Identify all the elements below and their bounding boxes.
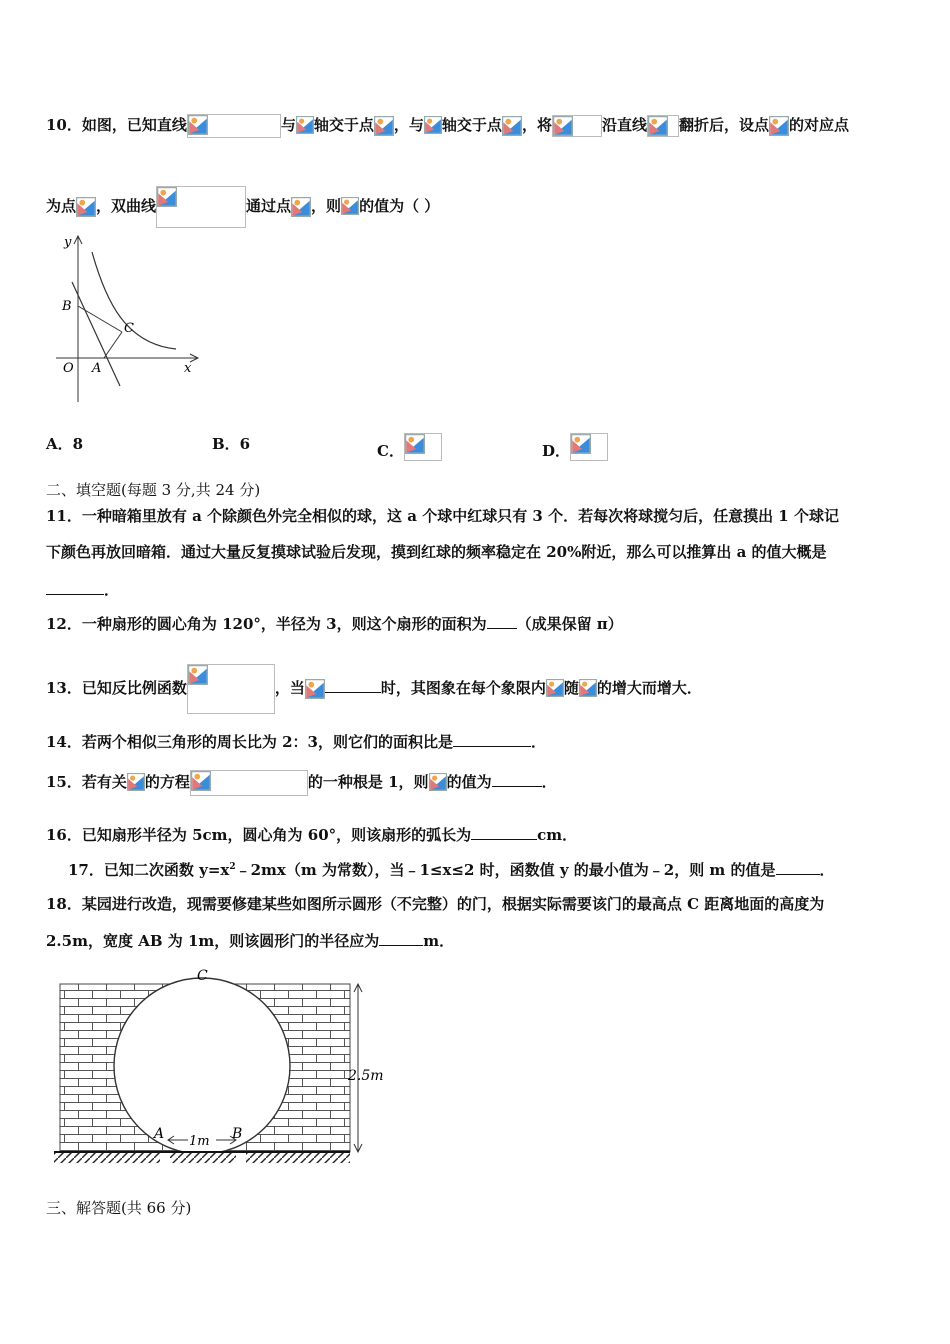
question-11-line-2: 下颜色再放回暗箱．通过大量反复摸球试验后发现，摸到红球的频率稳定在 20%附近，那么可以推算出 a 的值大概是 bbox=[46, 543, 827, 561]
question-16: 16．已知扇形半径为 5cm，圆心角为 60°，则该扇形的弧长为 cm． bbox=[46, 826, 578, 844]
answer-blank[interactable] bbox=[46, 580, 104, 595]
formula-image-icon bbox=[76, 197, 96, 217]
option-d: D． bbox=[542, 433, 608, 461]
question-11-line-1: 11．一种暗箱里放有 a 个除颜色外完全相似的球，这 a 个球中红球只有 3 个．若每次将球搅匀后，任意摸出 1 个球记 bbox=[46, 507, 839, 525]
option-a: A．8 bbox=[46, 435, 84, 453]
answer-blank[interactable] bbox=[471, 825, 537, 840]
point-label-b: B bbox=[232, 1126, 243, 1142]
formula-image-icon bbox=[502, 116, 522, 136]
width-label: 1m bbox=[189, 1134, 210, 1149]
formula-image-icon bbox=[127, 773, 145, 793]
axis-label-x: x bbox=[184, 361, 192, 376]
option-c: C． bbox=[377, 433, 442, 461]
formula-image-icon bbox=[570, 433, 608, 461]
formula-image-icon bbox=[374, 116, 394, 136]
question-10-line-2: 为点 ，双曲线 通过点 ，则 的值为（ ） bbox=[46, 186, 439, 228]
height-label: 2.5m bbox=[348, 1068, 384, 1084]
section-3-heading: 三、解答题(共 66 分) bbox=[46, 1199, 192, 1217]
formula-image-icon bbox=[187, 114, 281, 138]
formula-image-icon bbox=[546, 679, 564, 699]
question-18-line-2: 2.5m，宽度 AB 为 1m，则该圆形门的半径应为 m． bbox=[46, 932, 455, 950]
formula-image-icon bbox=[769, 116, 789, 136]
answer-blank[interactable] bbox=[325, 678, 381, 693]
formula-image-icon bbox=[156, 186, 246, 228]
point-label-c: C bbox=[197, 968, 208, 984]
point-label-a: A bbox=[154, 1126, 165, 1142]
formula-image-icon bbox=[190, 770, 308, 796]
formula-image-icon bbox=[187, 664, 275, 714]
point-label-c: C bbox=[124, 321, 134, 336]
formula-image-icon bbox=[552, 115, 602, 137]
answer-blank[interactable] bbox=[492, 772, 542, 787]
formula-image-icon bbox=[579, 679, 597, 699]
formula-image-icon bbox=[404, 433, 442, 461]
question-17: 17．已知二次函数 $y=x^2﹣2mx(m$ 为常数），当﹣1≤x≤2 时，函数值 y 的最小值为﹣2，则 m 的值是 ． bbox=[68, 861, 835, 879]
point-label-b: B bbox=[62, 299, 72, 314]
origin-label: O bbox=[63, 361, 74, 376]
formula-image-icon bbox=[424, 116, 442, 136]
answer-blank[interactable] bbox=[487, 614, 517, 629]
formula-image-icon bbox=[647, 115, 679, 137]
option-b: B．6 bbox=[212, 435, 251, 453]
formula-image-icon bbox=[291, 197, 311, 217]
point-label-a: A bbox=[92, 361, 102, 376]
question-14: 14．若两个相似三角形的周长比为 2：3，则它们的面积比是 ． bbox=[46, 733, 546, 751]
question-12: 12．一种扇形的圆心角为 120°，半径为 3，则这个扇形的面积为 （成果保留 π） bbox=[46, 615, 623, 633]
round-door-figure bbox=[50, 966, 390, 1174]
question-10-line-1: 10．如图，已知直线 与 轴交于点 ，与 轴交于点 ，将 沿直线 翻折后，设点 的对应点 bbox=[46, 114, 849, 138]
question-13: 13．已知反比例函数 ，当 时，其图象在每个象限内 随 的增大而增大． bbox=[46, 664, 702, 714]
question-18-line-1: 18．某园进行改造，现需要修建某些如图所示圆形（不完整）的门，根据实际需要该门的最高点 C 距离地面的高度为 bbox=[46, 895, 825, 913]
formula-image-icon bbox=[296, 116, 314, 136]
formula-image-icon bbox=[341, 197, 359, 217]
section-2-heading: 二、填空题(每题 3 分,共 24 分) bbox=[46, 481, 261, 499]
axis-label-y: y bbox=[64, 235, 72, 250]
formula-image-icon bbox=[429, 773, 447, 793]
answer-blank[interactable] bbox=[776, 860, 820, 875]
hyperbola-figure bbox=[52, 232, 204, 404]
answer-blank[interactable] bbox=[453, 732, 531, 747]
answer-blank[interactable] bbox=[379, 931, 423, 946]
question-15: 15．若有关 的方程 的一种根是 1，则 的值为 ． bbox=[46, 770, 557, 796]
formula-image-icon bbox=[305, 679, 325, 699]
question-11-line-3: ． bbox=[46, 579, 119, 600]
